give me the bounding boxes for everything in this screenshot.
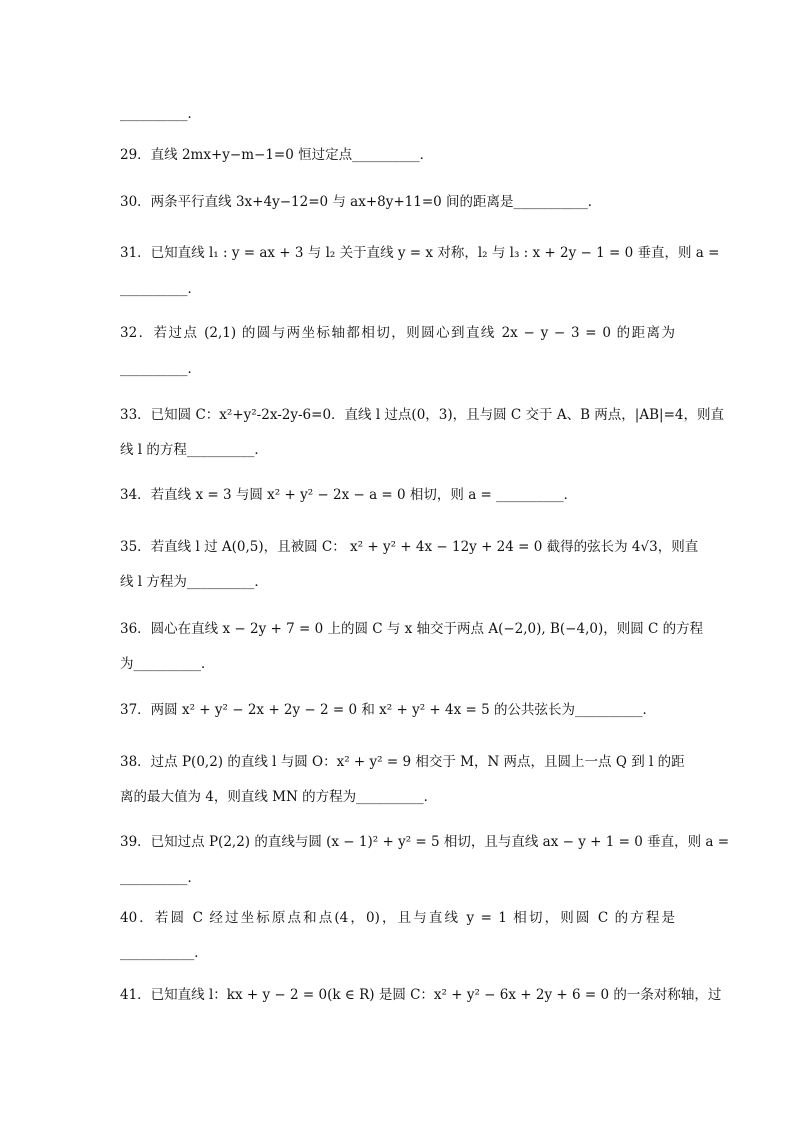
question-line-q38-l1: 38．过点 P(0,2) 的直线 l 与圆 O：x² + y² = 9 相交于 M，N 两点，且圆上一点 Q 到 l 的距 xyxy=(120,754,685,770)
question-line-q36-l1: 36．圆心在直线 x − 2y + 7 = 0 上的圆 C 与 x 轴交于两点 A(−2,0), B(−4,0)，则圆 C 的方程 xyxy=(120,621,704,637)
question-line-q40-l2: ___________． xyxy=(120,945,208,961)
question-line-q33-l1: 33．已知圆 C：x²+y²-2x-2y-6=0．直线 l 过点(0，3)，且与圆 C 交于 A、B 两点，|AB|=4，则直 xyxy=(120,407,724,423)
question-line-q37: 37．两圆 x² + y² − 2x + 2y − 2 = 0 和 x² + y² + 4x = 5 的公共弦长为__________． xyxy=(120,702,657,718)
question-line-q36-l2: 为__________． xyxy=(120,656,215,672)
question-line-q29: 29．直线 2mx+y−m−1=0 恒过定点__________． xyxy=(120,147,434,163)
question-line-q39-l2: __________． xyxy=(120,870,201,886)
question-line-q30: 30．两条平行直线 3x+4y−12=0 与 ax+8y+11=0 间的距离是___________． xyxy=(120,194,602,210)
question-line-q31-l1: 31．已知直线 l₁ : y = ax + 3 与 l₂ 关于直线 y = x 对称，l₂ 与 l₃ : x + 2y − 1 = 0 垂直，则 a = xyxy=(120,245,720,261)
question-line-q32-l1: 32．若过点 (2,1) 的圆与两坐标轴都相切，则圆心到直线 2x − y − 3 = 0 的距离为 xyxy=(120,325,675,341)
question-line-q40-l1: 40．若圆 C 经过坐标原点和点(4，0)，且与直线 y = 1 相切，则圆 C 的方程是 xyxy=(120,910,675,926)
question-line-q33-l2: 线 l 的方程__________． xyxy=(120,442,268,458)
question-line-q31-l2: __________． xyxy=(120,281,201,297)
question-line-q35-l1: 35．若直线 l 过 A(0,5)，且被圆 C： x² + y² + 4x − 12y + 24 = 0 截得的弦长为 4√3，则直 xyxy=(120,539,699,555)
question-line-q34: 34．若直线 x = 3 与圆 x² + y² − 2x − a = 0 相切，则 a = __________． xyxy=(120,487,578,503)
question-line-q39-l1: 39．已知过点 P(2,2) 的直线与圆 (x − 1)² + y² = 5 相切，且与直线 ax − y + 1 = 0 垂直，则 a = xyxy=(120,834,730,850)
question-line-q32-l2: __________． xyxy=(120,361,201,377)
question-line-q35-l2: 线 l 方程为__________． xyxy=(120,574,268,590)
question-line-q38-l2: 离的最大值为 4，则直线 MN 的方程为__________． xyxy=(120,789,438,805)
question-line-q28-cont: __________． xyxy=(120,106,201,122)
question-line-q41: 41．已知直线 l：kx + y − 2 = 0(k ∈ R) 是圆 C：x² + y² − 6x + 2y + 6 = 0 的一条对称轴，过 xyxy=(120,987,722,1003)
